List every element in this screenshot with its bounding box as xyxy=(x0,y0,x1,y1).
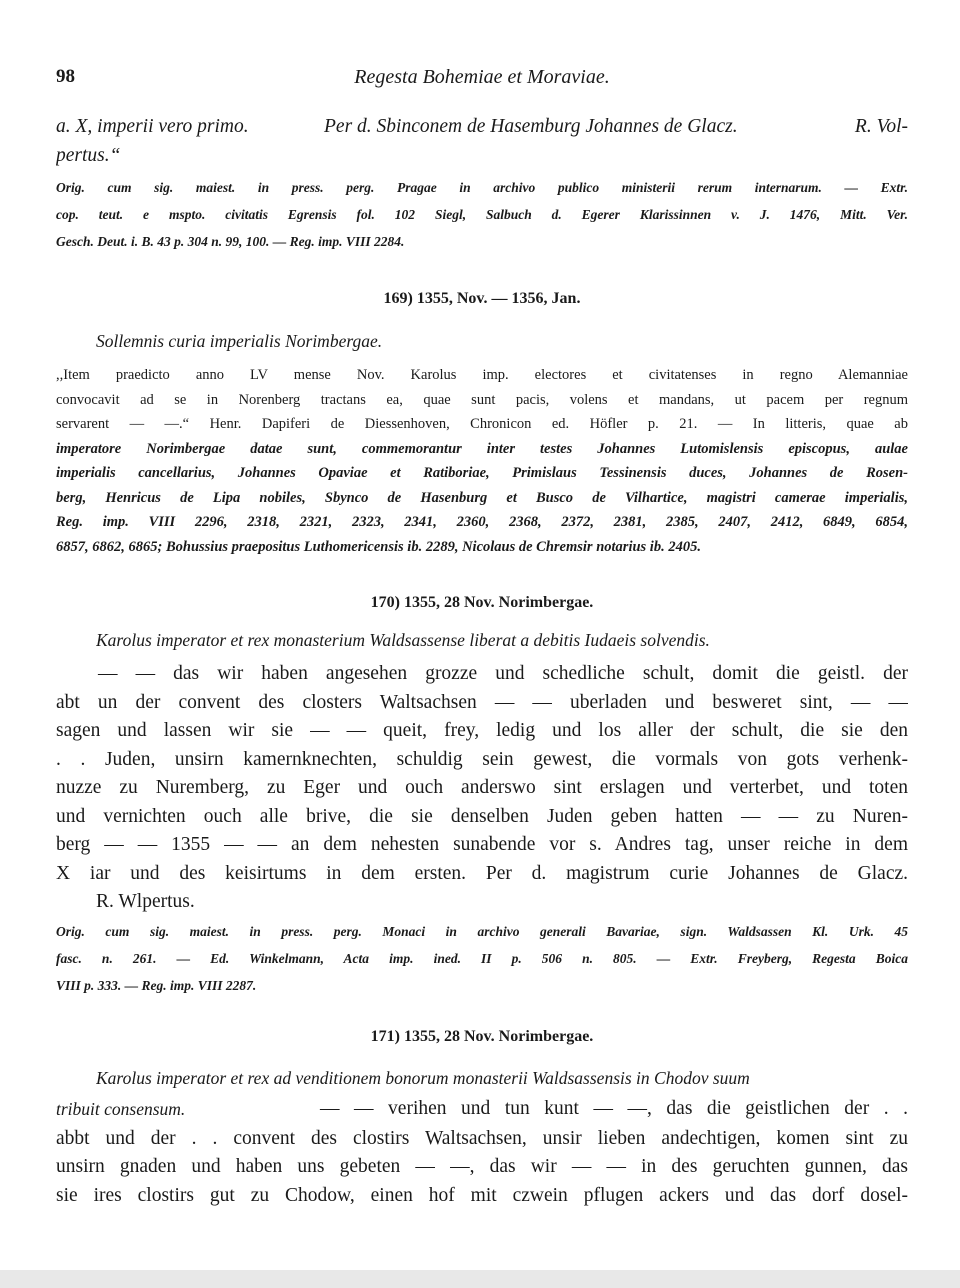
entry-170-line: X iar und des keisirtums in dem ersten. Per d. magistrum curie Johannes de Glacz. xyxy=(56,862,908,884)
entry-170-line: nuzze zu Nuremberg, zu Eger und ouch anderswo sint erslagen und verterbet, und toten xyxy=(56,777,908,798)
entry-170-summary: Karolus imperator et rex monasterium Waldsassense liberat a debitis Iudaeis solvendis. xyxy=(96,630,710,650)
entry-169-line: Reg. imp. VIII 2296, 2318, 2321, 2323, 2341, 2360, 2368, 2372, 2381, 2385, 2407, 2412, 6849, 6854, xyxy=(56,514,908,530)
entry-171-text xyxy=(56,1095,908,1210)
intro-registrar-text: R. Vol- xyxy=(854,116,908,137)
entry-170-notes xyxy=(56,918,908,999)
entry-170-line: abt un der convent des closters Waltsachsen — — uberladen und besweret sint, — — xyxy=(56,691,908,713)
running-title: Regesta Bohemiae et Moraviae. xyxy=(354,66,610,88)
entry-169-line: berg, Henricus de Lipa nobiles, Sbynco de Hasenburg et Busco de Vilhartice, magistri camerae imperialis, xyxy=(56,489,908,506)
entry-169-line: imperialis cancellarius, Johannes Opaviae et Ratiboriae, Primislaus Tessinensis duces, Johannes de Rosen- xyxy=(56,465,908,481)
entry-171-line: sie ires clostirs gut zu Chodow, einen hof mit czwein pflugen ackers und das dorf dosel- xyxy=(56,1184,908,1206)
intro-line-1 xyxy=(56,113,908,141)
entry-170-line: und vernichten ouch alle brive, die sie denselben Juden geben hatten — — zu Nuren- xyxy=(56,805,908,827)
entry-170-line: R. Wlpertus. xyxy=(96,891,195,912)
entry-170-line: berg — — 1355 — — an dem nehesten sunabende vor s. Andres tag, unser reiche in dem xyxy=(56,834,908,855)
entry-169-heading: 169) 1355, Nov. — 1356, Jan. xyxy=(383,290,581,307)
intro-signature-text: Per d. Sbinconem de Hasemburg Johannes de Glacz. xyxy=(324,116,738,137)
entry-170-note-line: fasc. n. 261. — Ed. Winkelmann, Acta imp. ined. II p. 506 n. 805. — Extr. Freyberg, Regesta Boica xyxy=(56,951,908,966)
entry-170-line: . . Juden, unsirn kamernknechten, schuldig sein gewest, die vormals von gots verhenk- xyxy=(56,748,908,770)
entry-169-summary: Sollemnis curia imperialis Norimbergae. xyxy=(96,331,383,351)
intro-date-text: a. X, imperii vero primo. xyxy=(56,116,249,137)
intro-note-line: cop. teut. e mspto. civitatis Egrensis fol. 102 Siegl, Salbuch d. Egerer Klarissinnen v. J. 1476, Mitt. Ver. xyxy=(56,207,908,222)
entry-170-heading: 170) 1355, 28 Nov. Norimbergae. xyxy=(370,594,594,611)
page-header xyxy=(56,66,908,90)
intro-note-line: Gesch. Deut. i. B. 43 p. 304 n. 99, 100. — Reg. imp. VIII 2284. xyxy=(56,234,405,249)
entry-171-quote-start: — — verihen und tun kunt — —, das die geistlichen der . . xyxy=(320,1098,908,1119)
entry-171-summary-end: tribuit consensum. xyxy=(56,1099,186,1119)
entry-169-line: servarent — —.“ Henr. Dapiferi de Diessenhoven, Chronicon ed. Höfler p. 21. — In litteris, quae ab xyxy=(56,416,908,432)
entry-170-note-line: VIII p. 333. — Reg. imp. VIII 2287. xyxy=(56,978,257,993)
entry-170-text xyxy=(56,660,908,917)
entry-170-note-line: Orig. cum sig. maiest. in press. perg. Monaci in archivo generali Bavariae, sign. Waldsassen Kl. Urk. 45 xyxy=(56,924,908,939)
entry-171-line xyxy=(56,1095,908,1125)
page-number: 98 xyxy=(56,66,75,87)
entry-171-line: unsirn gnaden und haben uns gebeten — —, das wir — — in des geruchten gunnen, das xyxy=(56,1156,908,1177)
entry-169-line: convocavit ad se in Norenberg tractans ea, quae sunt pacis, volens et mandans, ut pacem per regnum xyxy=(56,391,908,408)
intro-note-line: Orig. cum sig. maiest. in press. perg. Pragae in archivo publico ministerii rerum internarum. — Extr. xyxy=(56,180,908,195)
entry-170-line: sagen und lassen wir sie — — queit, frey, ledig und los aller der schult, die sie den xyxy=(56,720,908,741)
intro-notes xyxy=(56,174,908,255)
entry-169-line: ,,Item praedicto anno LV mense Nov. Karolus imp. electores et civitatenses in regno Alemanniae xyxy=(56,367,908,383)
entry-170-line: — — das wir haben angesehen grozze und schedliche schult, domit die geistl. der xyxy=(98,663,908,684)
intro-line-2: pertus.“ xyxy=(56,145,121,166)
entry-171-heading: 171) 1355, 28 Nov. Norimbergae. xyxy=(370,1028,594,1045)
entry-169-line: imperatore Norimbergae datae sunt, commemorantur inter testes Johannes Lutomislensis episcopus, aulae xyxy=(56,440,908,457)
entry-171-line: abbt und der . . convent des clostirs Waltsachsen, unsir lieben andechtigen, komen sint zu xyxy=(56,1127,908,1149)
entry-169-text xyxy=(56,363,908,559)
entry-171-summary: Karolus imperator et rex ad venditionem bonorum monasterii Waldsassensis in Chodov suum xyxy=(96,1068,750,1088)
entry-169-line: 6857, 6862, 6865; Bohussius praepositus Luthomericensis ib. 2289, Nicolaus de Chremsir notarius ib. 2405. xyxy=(56,538,701,555)
scan-bottom-edge xyxy=(0,1270,960,1288)
